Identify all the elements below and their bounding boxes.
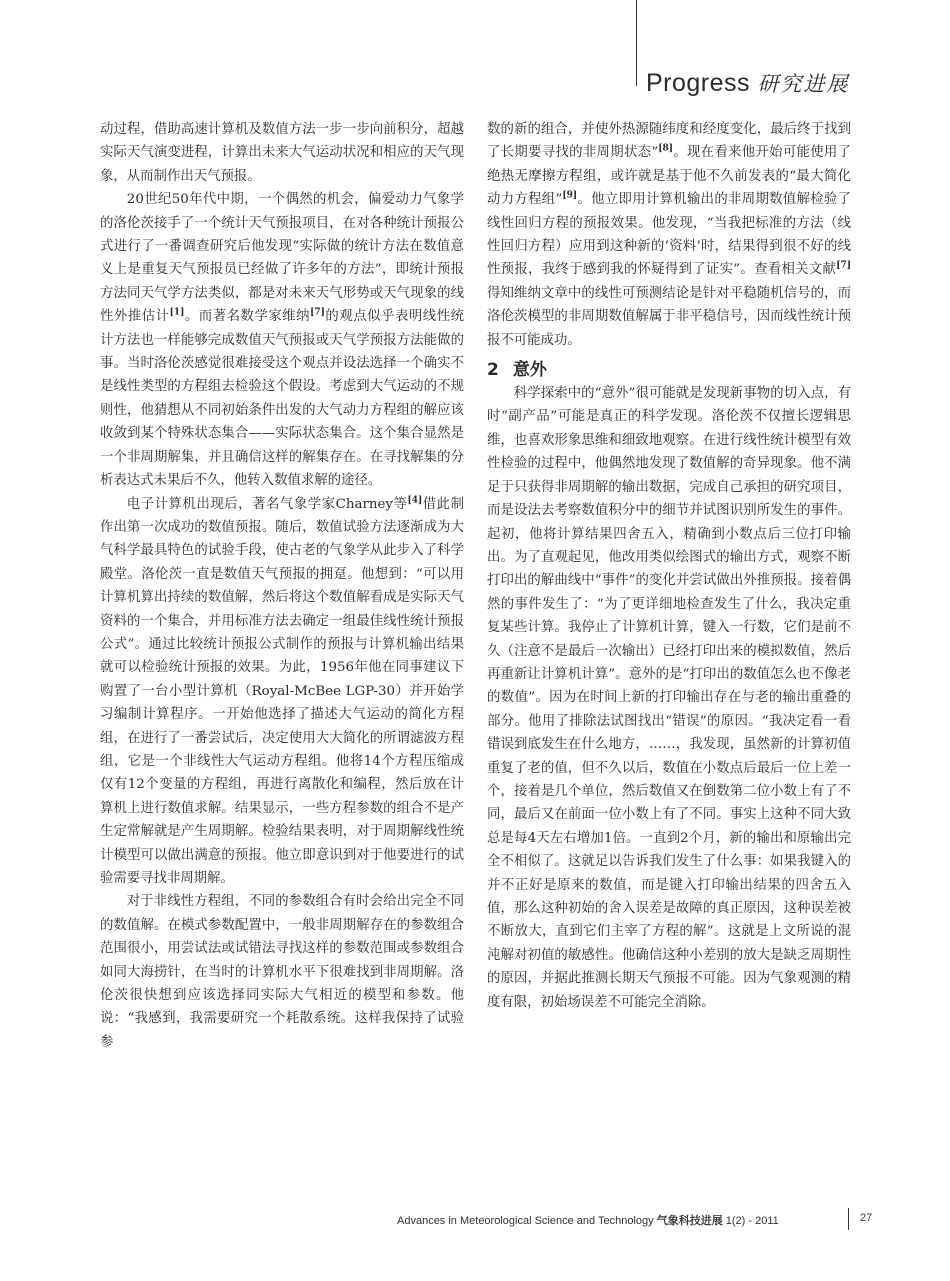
header-divider xyxy=(636,0,637,86)
section-title: 意外 xyxy=(512,360,547,381)
citation[interactable]: [1] xyxy=(169,307,185,318)
section-header xyxy=(646,68,850,98)
paragraph: 动过程，借助高速计算机及数值方法一步一步向前积分，超越实际天气演变进程，计算出未来大气运动状况和相应的天气现象，从而制作出天气预报。 xyxy=(100,122,464,184)
section-header-en: Progress xyxy=(646,69,751,97)
paragraph: 电子计算机出现后，著名气象学家Charney等[4]借此制作出第一次成功的数值预报。随后，数值试验方法逐渐成为大气科学最具特色的试验手段，使古老的气象学从此步入了科学殿堂。洛伦茨一直是数值天气预报的拥趸。他想到：“可以用计算机算出持续的数值解，然后将这个数值解看成是实际天气资料的一个集合，并用标准方法去确定一组最佳线性统计预报公式”。通过比较统计预报公式制作的预报与计算机输出结果就可以检验统计预报的效果。为此，1956年他在同事建议下购置了一台小型计算机（Royal-McBee LGP-30）并开始学习编制计算程序。一开始他选择了描述大气运动的简化方程组，在进行了一番尝试后，决定使用大大简化的所谓滤波方程组，它是一个非线性大气运动方程组。他将14个方程压缩成仅有12个变量的方程组，再进行离散化和编程，然后放在计算机上进行数值求解。结果显示，一些方程参数的组合不是产生定常解就是产生周期解。检验结果表明，对于周期解线性统计模型可以做出满意的预报。他立即意识到对于他要进行的试验需要寻找非周期解。 xyxy=(100,495,464,886)
journal-name-cn: 气象科技进展 xyxy=(656,1214,723,1227)
left-column xyxy=(100,118,464,1054)
section-header-cn: 研究进展 xyxy=(757,72,850,96)
citation[interactable]: [9] xyxy=(562,190,578,201)
paragraph: 科学探索中的“意外”很可能就是发现新事物的切入点，有时“副产品”可能是真正的科学发现。洛伦茨不仅擅长逻辑思维，也喜欢形象思维和细致地观察。在进行线性统计模型有效性检验的过程中，他偶然地发现了数值解的奇异现象。他不满足于只获得非周期解的输出数据，完成自己承担的研究项目，而是设法去考察数值积分中的细节并试图识别所发生的事件。起初，他将计算结果四舍五入，精确到小数点后三位打印输出。为了直观起见，他改用类似绘图式的输出方式，观察不断打印出的解曲线中“事件”的变化并尝试做出外推预报。接着偶然的事件发生了：“为了更详细地检查发生了什么，我决定重复某些计算。我停止了计算机计算，键入一行数，它们是前不久（注意不是最后一次输出）已经打印出来的模拟数值，然后再重新让计算机计算”。意外的是“打印出的数值怎么也不像老的数值”。因为在时间上新的打印输出存在与老的输出重叠的部分。他用了排除法试图找出“错误”的原因。“我决定看一看错误到底发生在什么地方，……，我发现，虽然新的计算初值重复了老的值，但不久以后，数值在小数点后最后一位上差一个，接着是几个单位，然后数值又在倒数第二位小数上有了不同，最后又在前面一位小数上有了不同。事实上这种不同大致总是每4天左右增加1倍。一直到2个月，新的输出和原输出完全不相似了。这就足以告诉我们发生了什么事：如果我键入的并不正好是原来的数值，而是键入打印输出结果的四舍五入值，那么这种初始的舍入误差是故障的真正原因，这种误差被不断放大，直到它们主宰了方程的解”。这就是上文所说的混沌解对初值的敏感性。他确信这种小差别的放大是缺乏周期性的原因，并据此推测长期天气预报不可能。因为气象观测的精度有限，初始场误差不可能完全消除。 xyxy=(487,386,851,1010)
right-column xyxy=(487,118,851,1014)
section-number: 2 xyxy=(487,360,499,381)
section-heading xyxy=(487,358,851,382)
footer xyxy=(397,1212,779,1228)
paragraph: 对于非线性方程组，不同的参数组合有时会给出完全不同的数值解。在模式参数配置中，一般非周期解存在的参数组合范围很小，用尝试法或试错法寻找这样的参数范围或参数组合如同大海捞针，在当时的计算机水平下很难找到非周期解。洛伦茨很快想到应该选择同实际大气相近的模型和参数。他说：“我感到，我需要研究一个耗散系统。这样我保持了试验参 xyxy=(100,894,464,1050)
citation[interactable]: [8] xyxy=(658,143,673,154)
citation[interactable]: [7] xyxy=(310,307,325,318)
citation[interactable]: [7] xyxy=(836,260,851,271)
page-number: 27 xyxy=(860,1212,873,1224)
paragraph: 20世纪50年代中期，一个偶然的机会，偏爱动力气象学的洛伦茨接手了一个统计天气预报项目，在对各种统计预报公式进行了一番调查研究后他发现“实际做的统计方法在数值意义上是重复天气预报员已经做了许多年的方法”，即统计预报方法同天气学方法类似，都是对未来天气形势或天气现象的线性外推估计[1]。而著名数学家维纳[7]的观点似乎表明线性统计方法也一样能够完成数值天气预报或天气学预报方法能做的事。当时洛伦茨感觉很难接受这个观点并设法选择一个确实不是线性类型的方程组去检验这个假设。考虑到大气运动的不规则性，他猜想从不同初始条件出发的大气动力方程组的解应该收敛到某个特殊状态集合——实际状态集合。这个集合显然是一个非周期解集，并且确信这样的解集存在。在寻找解集的分析表达式未果后不久，他转入数值求解的途径。 xyxy=(100,192,465,489)
footer-divider xyxy=(848,1208,849,1230)
journal-issue: 1(2) - 2011 xyxy=(725,1215,779,1227)
paragraph: 数的新的组合，并使外热源随纬度和经度变化，最后终于找到了长期要寻找的非周期状态”[8]。现在看来他开始可能使用了绝热无摩擦方程组，或许就是基于他不久前发表的“最大简化动力方程组”[9]。他立即用计算机输出的非周期数值解检验了线性回归方程的预报效果。他发现，“当我把标准的方法（线性回归方程）应用到这种新的‘资料’时，结果得到很不好的线性预报，我终于感到我的怀疑得到了证实”。查看相关文献[7]得知维纳文章中的线性可预测结论是针对平稳随机信号的，而洛伦茨模型的非周期数值解属于非平稳信号，因而线性统计预报不可能成功。 xyxy=(487,122,851,348)
journal-name-en: Advances in Meteorological Science and Technology xyxy=(397,1215,654,1227)
citation[interactable]: [4] xyxy=(407,495,423,506)
